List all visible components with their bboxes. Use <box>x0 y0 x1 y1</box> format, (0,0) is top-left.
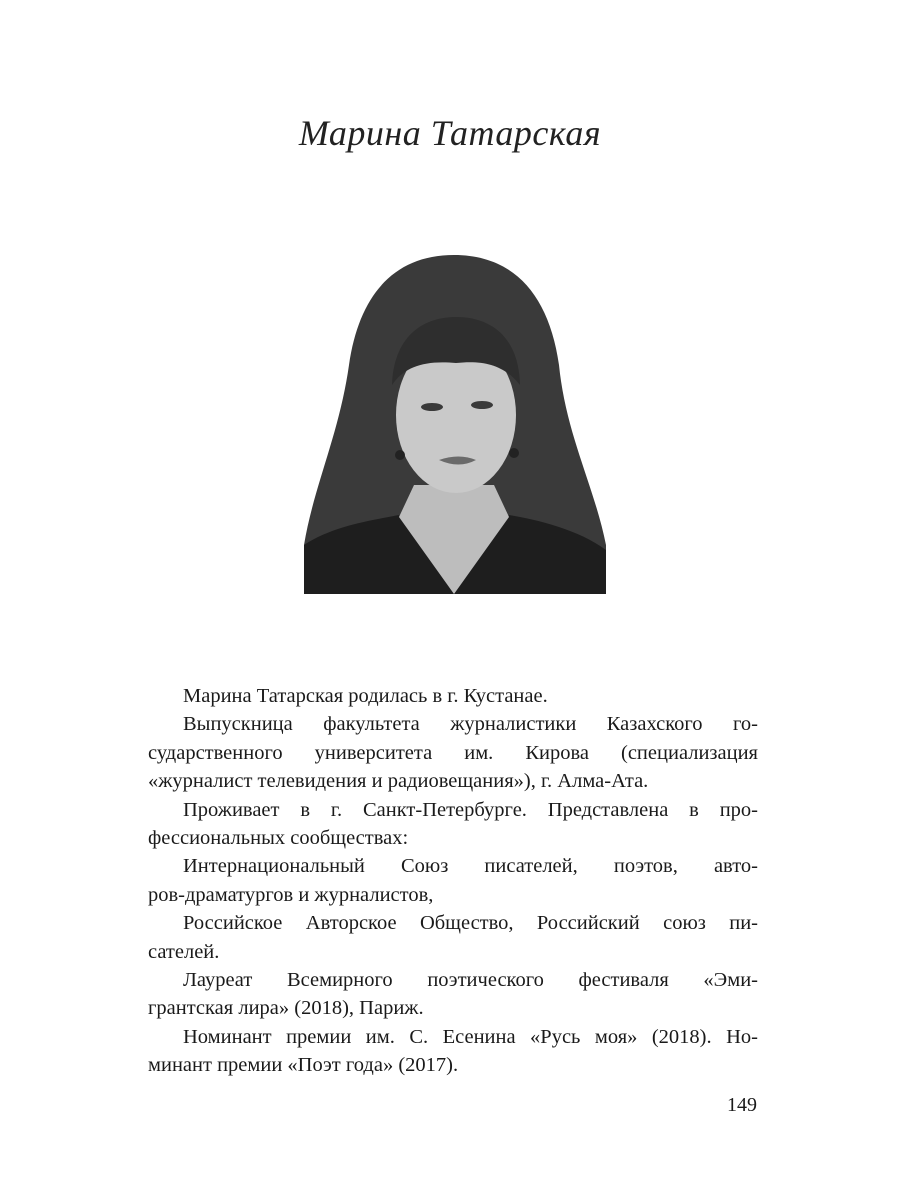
text-line: Проживает в г. Санкт-Петербурге. Представлена в про- <box>183 798 758 821</box>
text-line: минант премии «Поэт года» (2017). <box>148 1054 459 1077</box>
text-line: Лауреат Всемирного поэтического фестиваля «Эми- <box>183 969 758 992</box>
text-line: фессиональных сообществах: <box>148 827 409 850</box>
text-line: «журналист телевидения и радиовещания»), г. Алма-Ата. <box>148 770 649 793</box>
text-line: Выпускница факультета журналистики Казахского го- <box>183 713 758 736</box>
text-line: сударственного университета им. Кирова (специализация <box>148 741 758 764</box>
text-line: Российское Авторское Общество, Российский союз пи- <box>183 912 758 935</box>
text-line: сателей. <box>148 940 220 963</box>
text-line: грантская лира» (2018), Париж. <box>148 997 424 1020</box>
paragraph <box>148 1023 758 1080</box>
paragraph <box>148 852 758 909</box>
text-line: Марина Татарская родилась в г. Кустанае. <box>183 685 548 707</box>
page-number: 149 <box>727 1094 757 1116</box>
paragraph <box>148 710 758 795</box>
paragraph <box>148 909 758 966</box>
author-portrait-photo <box>304 255 606 594</box>
paragraph <box>148 796 758 853</box>
text-line: Номинант премии им. С. Есенина «Русь моя» (2018). Но- <box>183 1025 758 1048</box>
text-line: Интернациональный Союз писателей, поэтов, авто- <box>183 855 758 878</box>
biography-text <box>148 682 758 1080</box>
text-line: ров-драматургов и журналистов, <box>148 883 434 906</box>
page-title: Марина Татарская <box>298 113 602 153</box>
paragraph <box>148 682 758 710</box>
paragraph <box>148 966 758 1023</box>
